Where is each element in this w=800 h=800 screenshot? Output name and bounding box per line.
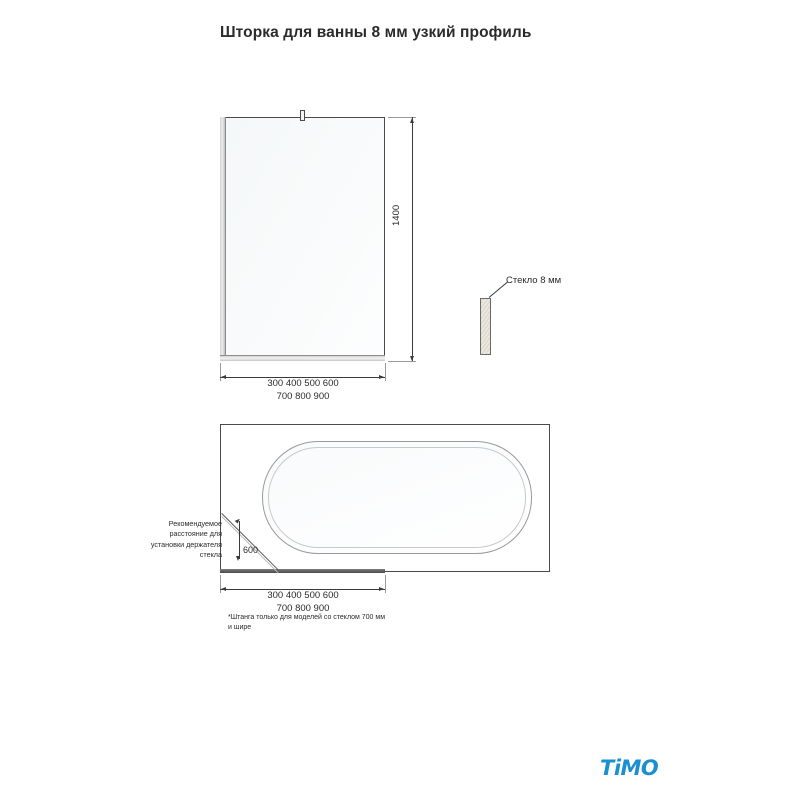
plan-view-glass-closed — [220, 569, 385, 573]
plan-view-footnote: *Штанга только для моделей со стеклом 700 мм и шире — [228, 614, 386, 632]
dim-extension-right — [385, 363, 386, 381]
front-view-bottom-profile — [220, 355, 385, 361]
dim-line-height — [412, 117, 413, 361]
dim-extension-bottom — [388, 361, 416, 362]
dim-arrow-up — [410, 118, 414, 123]
plan-view-width-line-1: 300 400 500 600 — [267, 590, 339, 601]
front-view-width-options — [222, 378, 384, 404]
front-view-height-label: 1400 — [391, 204, 402, 226]
swing-dim-line — [239, 521, 240, 559]
plan-view-bath-bowl-inner — [268, 447, 526, 548]
plan-dim-extension-right — [385, 575, 386, 593]
holder-distance-note: Рекомендуемое расстояние для установки держателя стекла — [150, 519, 222, 560]
glass-detail-leader-line — [489, 282, 508, 298]
brand-logo-text: TiMO — [600, 756, 659, 780]
front-view-glass-panel — [220, 117, 385, 361]
holder-distance-value: 600 — [243, 545, 259, 555]
brand-logo — [600, 756, 674, 782]
glass-thickness-section — [480, 298, 491, 355]
front-view-width-line-1: 300 400 500 600 — [267, 378, 339, 389]
glass-detail-label: Стекло 8 мм — [506, 275, 562, 286]
page-title: Шторка для ванны 8 мм узкий профиль — [220, 24, 532, 41]
front-view-width-line-2: 700 800 900 — [276, 390, 330, 402]
front-view-left-profile — [220, 117, 226, 361]
top-wall-bracket-icon — [300, 110, 305, 121]
plan-view-width-options — [222, 590, 384, 616]
plan-view-width-line-2: 700 800 900 — [276, 602, 330, 614]
dim-arrow-down — [410, 356, 414, 361]
